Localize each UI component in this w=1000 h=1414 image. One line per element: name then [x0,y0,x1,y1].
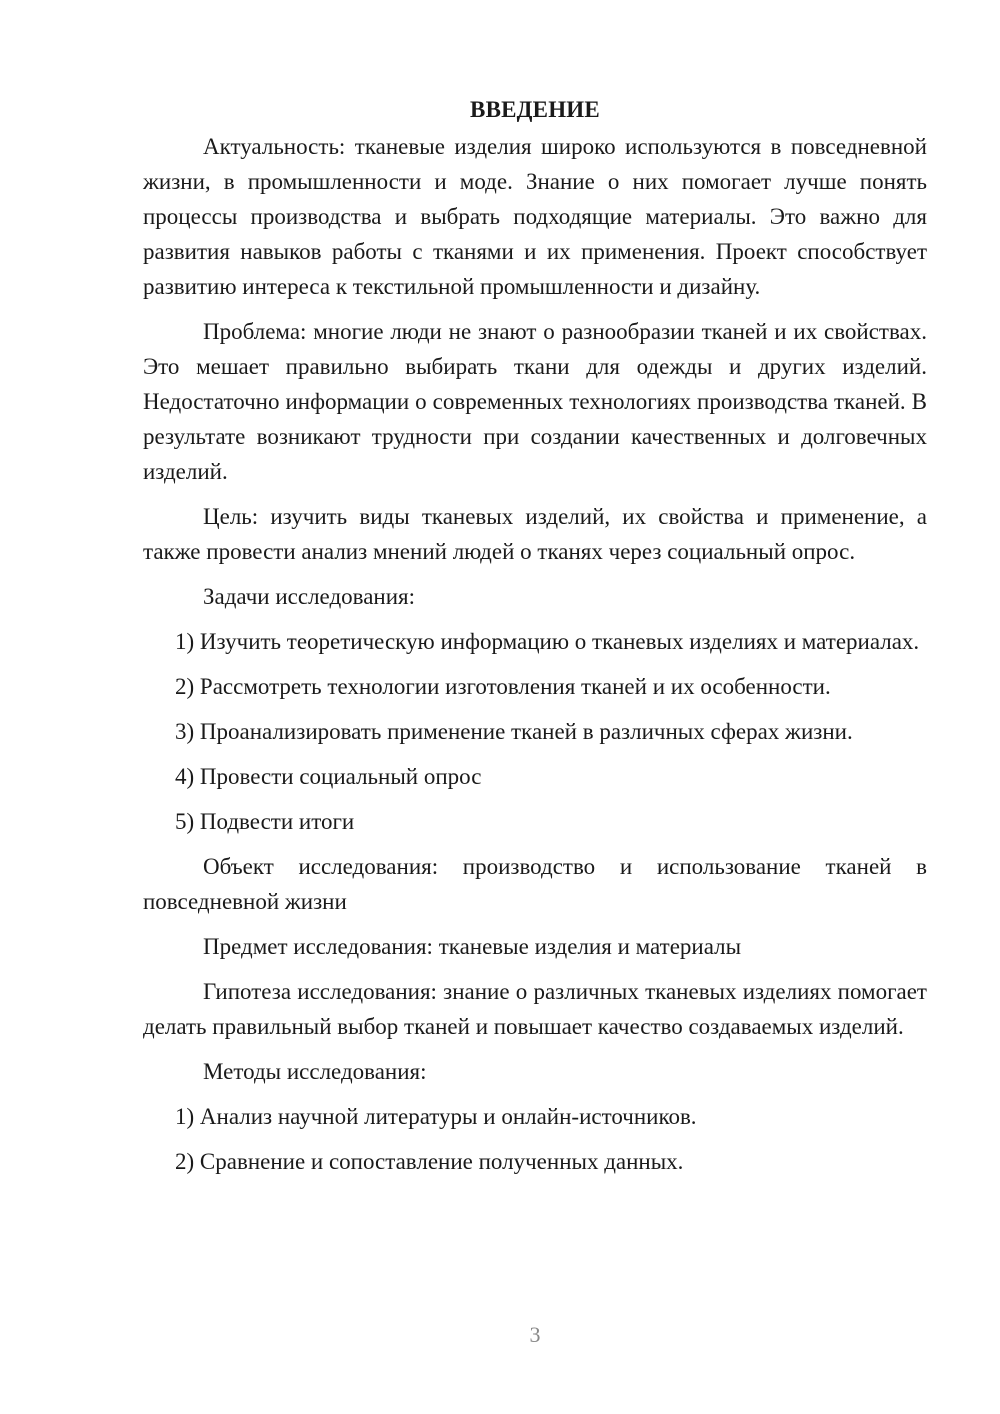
list-item-task-5: 5) Подвести итоги [175,809,355,834]
section-title: ВВЕДЕНИЕ [470,97,600,122]
paragraph-methods-heading: Методы исследования: [203,1059,427,1084]
list-item-method-1: 1) Анализ научной литературы и онлайн-источников. [175,1104,697,1129]
page-number: 3 [529,1322,541,1347]
list-item-task-4: 4) Провести социальный опрос [175,764,482,789]
list-item-task-1: 1) Изучить теоретическую информацию о тканевых изделиях и материалах. [175,629,920,654]
paragraph-tasks-heading: Задачи исследования: [203,584,416,609]
paragraph-hypothesis: Гипотеза исследования: знание о различных тканевых изделиях помогает делать правильный выбор тканей и повышает качество создаваемых изделий. [143,979,927,1039]
list-item-method-2: 2) Сравнение и сопоставление полученных данных. [175,1149,684,1174]
document-page [143,92,927,1189]
paragraph-problem: Проблема: многие люди не знают о разнообразии тканей и их свойствах. Это мешает правильно выбирать ткани для одежды и других изделий. Недостаточно информации о современных технологиях производства тканей. В результате возникают трудности при создании качественных и долговечных изделий. [143,319,927,484]
paragraph-goal: Цель: изучить виды тканевых изделий, их свойства и применение, а также провести анализ мнений людей о тканях через социальный опрос. [143,504,927,564]
list-item-task-3: 3) Проанализировать применение тканей в различных сферах жизни. [175,719,853,744]
paragraph-subject: Предмет исследования: тканевые изделия и материалы [203,934,742,959]
paragraph-relevance: Актуальность: тканевые изделия широко используются в повседневной жизни, в промышленности и моде. Знание о них помогает лучше понять процессы производства и выбрать подходящие материалы. Это важно для развития навыков работы с тканями и их применения. Проект способствует развитию интереса к текстильной промышленности и дизайну. [143,134,927,299]
list-item-task-2: 2) Рассмотреть технологии изготовления тканей и их особенности. [175,674,831,699]
paragraph-object: Объект исследования: производство и использование тканей в повседневной жизни [143,854,927,914]
